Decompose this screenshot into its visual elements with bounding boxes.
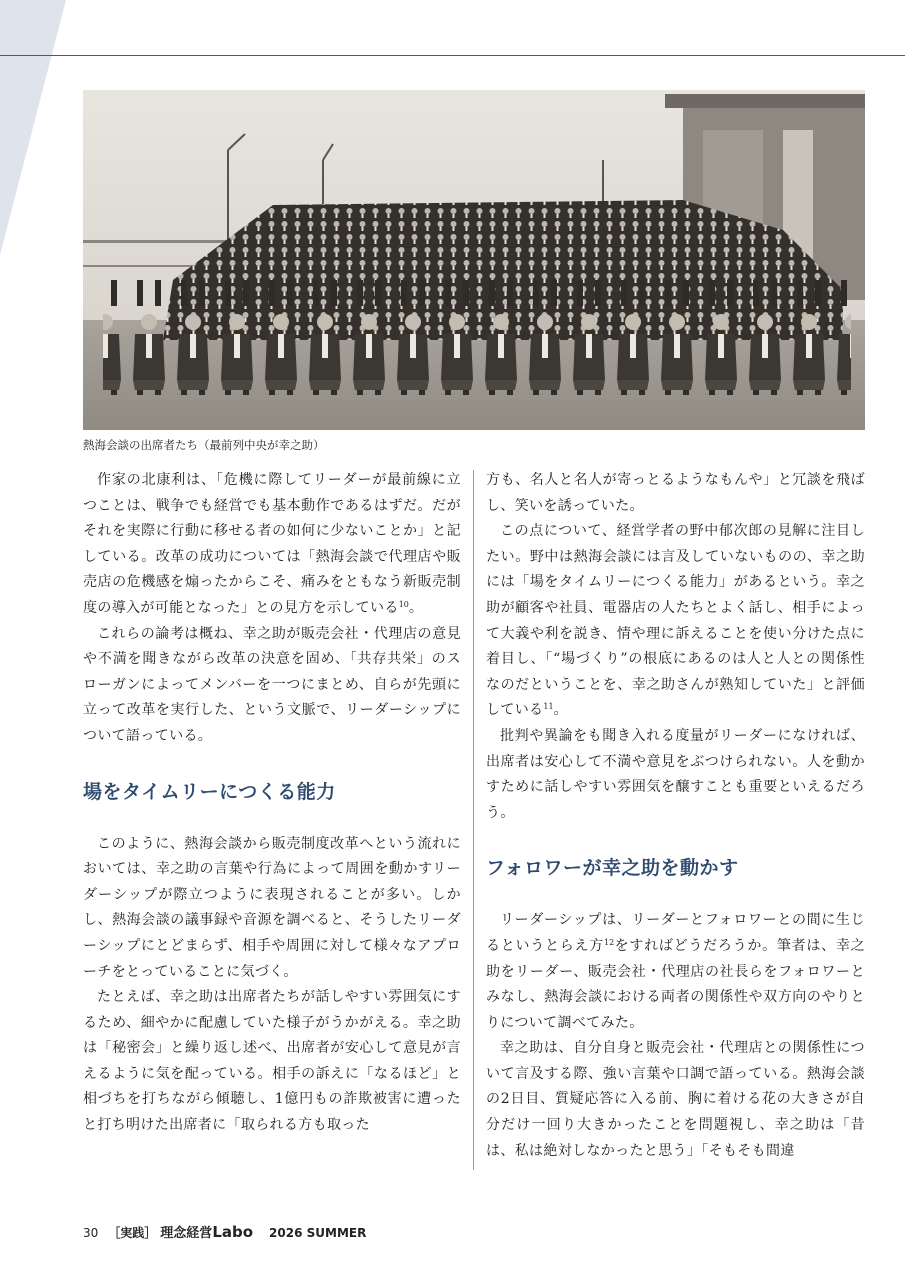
page-footer bbox=[83, 1222, 366, 1242]
photo-caption: 熱海会談の出席者たち（最前列中央が幸之助） bbox=[83, 438, 325, 452]
section-heading: フォロワーが幸之助を動かす bbox=[486, 857, 739, 880]
left-column bbox=[83, 468, 461, 1139]
header-rule bbox=[0, 55, 905, 56]
paragraph-tail: 。 bbox=[553, 702, 568, 719]
group-photo bbox=[83, 90, 865, 430]
paragraph-text: 作家の北康利は、「危機に際してリーダーが最前線に立つことは、戦争でも経営でも基本動作であるはずだ。だがそれを実際に行動に移せる者の如何に少ないことか」と記している。改革の成功については「熱海会談で代理店や販売店の危機感を煽ったからこそ、痛みをともなう新販売制度の導入が可能となった」との見方を示している bbox=[83, 472, 461, 616]
body-paragraph bbox=[486, 519, 865, 724]
body-paragraph bbox=[83, 832, 461, 986]
body-paragraph bbox=[486, 724, 865, 826]
paragraph-tail: 。 bbox=[408, 599, 424, 616]
body-paragraph bbox=[83, 622, 461, 750]
body-paragraph bbox=[83, 468, 461, 622]
magazine-prefix: ［実践］ bbox=[108, 1226, 157, 1240]
paragraph-text: たとえば、幸之助は出席者たちが話しやすい雰囲気にするため、細やかに配慮していた様子がうかがえる。幸之助は「秘密会」と繰り返し述べ、出席者が安心して意見が言えるように気を配っている。相手の訴えに「なるほど」と相づちを打ちながら傾聴し、1億円もの詐欺被害に遭ったと打ち明けた出席者に「取られる方も取った bbox=[83, 989, 461, 1134]
paragraph-tail: をすればどうだろうか。筆者は、幸之助をリーダー、販売会社・代理店の社長らをフォロワーとみなし、熱海会談における両者の関係性や双方向のやりとりについて調べてみた。 bbox=[486, 937, 865, 1031]
body-paragraph bbox=[83, 985, 461, 1139]
issue-label: 2026 SUMMER bbox=[269, 1226, 367, 1240]
footnote-ref: 10 bbox=[398, 599, 409, 609]
body-paragraph bbox=[486, 908, 865, 1036]
paragraph-text: リーダーシップは、リーダーとフォロワーとの間に生じるというとらえ方 bbox=[486, 912, 865, 954]
section-heading: 場をタイムリーにつくる能力 bbox=[83, 780, 336, 803]
magazine-name: 理念経営 bbox=[160, 1226, 213, 1241]
paragraph-text: 幸之助は、自分自身と販売会社・代理店との関係性について言及する際、強い言葉や口調で語っている。熱海会談の2日目、質疑応答に入る前、胸に着ける花の大きさが自分だけ一回り大きかったことを問題視し、幸之助は「昔は、私は絶対しなかったと思う」「そもそも間違 bbox=[486, 1040, 865, 1159]
paragraph-text: この点について、経営学者の野中郁次郎の見解に注目したい。野中は熱海会談には言及していないものの、幸之助には「場をタイムリーにつくる能力」があるという。幸之助が顧客や社員、電器店の人たちとよく話し、相手によって大義や利を説き、情や理に訴えることを使い分けた点に着目し、「“場づくり”の根底にあるのは人と人との関係性なのだということを、幸之助さんが熟知していた」と評価している bbox=[486, 523, 865, 719]
footnote-ref: 12 bbox=[604, 937, 615, 947]
body-paragraph bbox=[486, 1036, 865, 1164]
body-paragraph bbox=[486, 468, 865, 519]
right-column bbox=[486, 468, 865, 1164]
paragraph-text: 方も、名人と名人が寄っとるようなもんや」と冗談を飛ばし、笑いを誘っていた。 bbox=[486, 472, 865, 514]
column-divider bbox=[473, 470, 474, 1170]
footnote-ref: 11 bbox=[543, 702, 554, 712]
paragraph-text: 批判や異論をも聞き入れる度量がリーダーになければ、出席者は安心して不満や意見をぶつけられない。人を動かすために話しやすい雰囲気を醸すことも重要といえるだろう。 bbox=[486, 727, 865, 821]
magazine-labo: Labo bbox=[212, 1223, 254, 1241]
page-number: 30 bbox=[83, 1226, 99, 1240]
corner-decoration bbox=[0, 0, 70, 260]
paragraph-text: このように、熱海会談から販売制度改革へという流れにおいては、幸之助の言葉や行為によって周囲を動かすリーダーシップが際立つように表現されることが多い。しかし、熱海会談の議事録や音源を調べると、そうしたリーダーシップにとどまらず、相手や周囲に対して様々なアプローチをとっていることに気づく。 bbox=[83, 835, 461, 980]
paragraph-text: これらの論考は概ね、幸之助が販売会社・代理店の意見や不満を聞きながら改革の決意を固め、「共存共栄」のスローガンによってメンバーを一つにまとめ、自らが先頭に立って改革を実行した、という文脈で、リーダーシップについて語っている。 bbox=[83, 625, 461, 744]
